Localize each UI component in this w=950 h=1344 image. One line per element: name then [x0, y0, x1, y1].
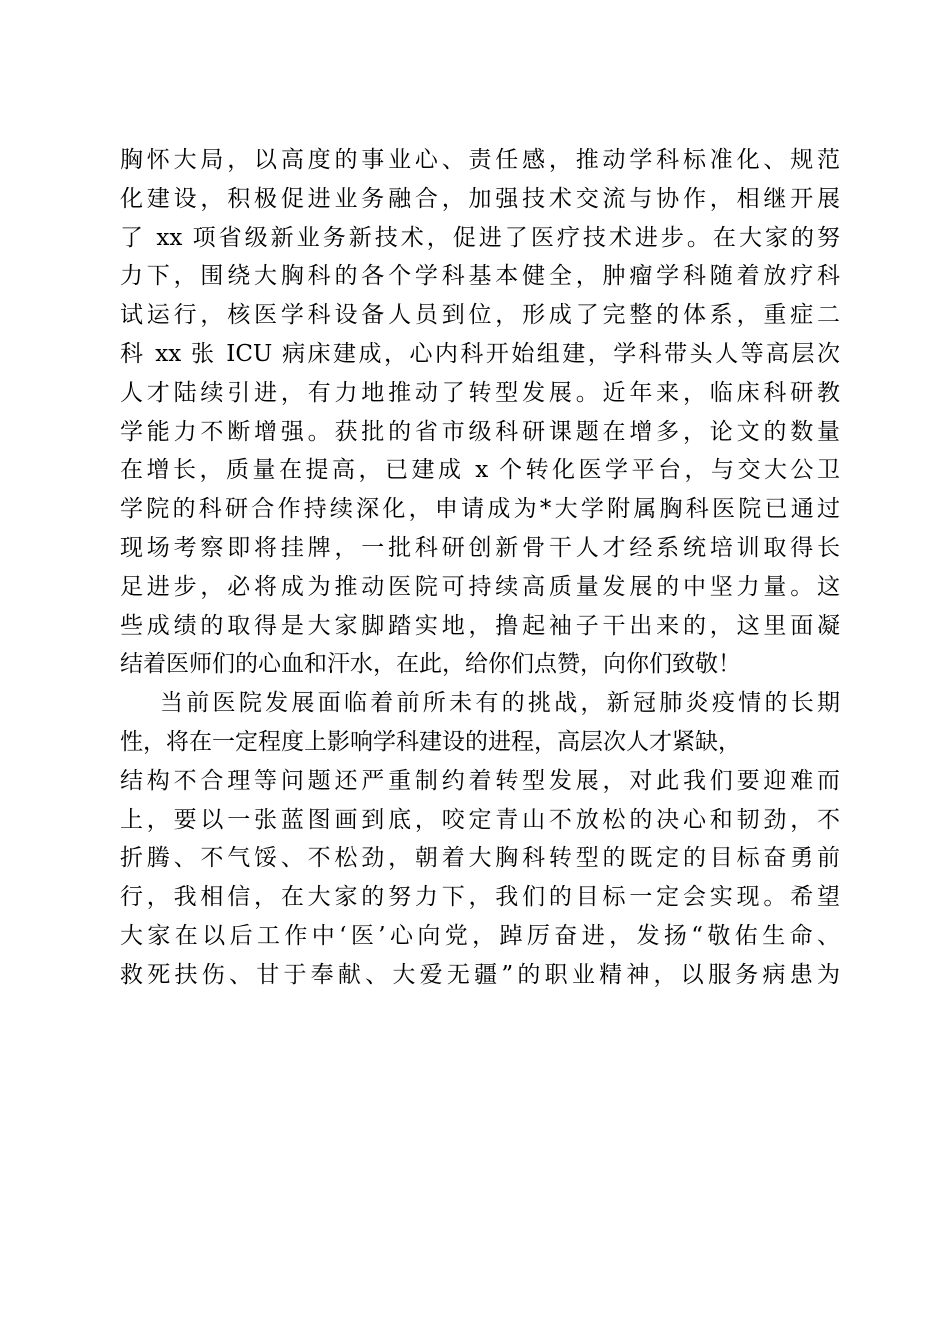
paragraph-line: 人才陆续引进，有力地推动了转型发展。近年来，临床科研教 — [120, 379, 840, 406]
paragraph-line: 力下，围绕大胸科的各个学科基本健全，肿瘤学科随着放疗科 — [120, 263, 840, 290]
paragraph-line: 化建设，积极促进业务融合，加强技术交流与协作，相继开展 — [120, 185, 840, 212]
paragraph-line: 试运行，核医学科设备人员到位，形成了完整的体系，重症二 — [120, 302, 840, 329]
paragraph-line: 足进步，必将成为推动医院可持续高质量发展的中坚力量。这 — [120, 573, 840, 600]
paragraph-line: 上，要以一张蓝图画到底，咬定青山不放松的决心和韧劲，不 — [120, 806, 840, 833]
paragraph-line: 学能力不断增强。获批的省市级科研课题在增多，论文的数量 — [120, 418, 840, 445]
paragraph-line: 些成绩的取得是大家脚踏实地，撸起袖子干出来的，这里面凝 — [120, 612, 840, 639]
paragraph-line: 结着医师们的心血和汗水，在此，给你们点赞，向你们致敬！ — [120, 651, 741, 678]
paragraph-line: 性，将在一定程度上影响学科建设的进程，高层次人才紧缺， — [120, 728, 741, 755]
paragraph-line: 行，我相信，在大家的努力下，我们的目标一定会实现。希望 — [120, 884, 840, 911]
paragraph-line: 现场考察即将挂牌，一批科研创新骨干人才经系统培训取得长 — [120, 534, 840, 561]
paragraph-1 — [120, 141, 840, 684]
paragraph-line: 折腾、不气馁、不松劲，朝着大胸科转型的既定的目标奋勇前 — [120, 845, 840, 872]
paragraph-line: 当前医院发展面临着前所未有的挑战，新冠肺炎疫情的长期 — [160, 690, 840, 717]
paragraph-line: 了 xx 项省级新业务新技术，促进了医疗技术进步。在大家的努 — [120, 224, 840, 251]
paragraph-line: 大家在以后工作中‘医’心向党，踔厉奋进，发扬“敬佑生命、 — [120, 922, 840, 949]
paragraph-line: 救死扶伤、甘于奉献、大爱无疆”的职业精神，以服务病患为 — [120, 961, 840, 988]
paragraph-line: 科 xx 张 ICU 病床建成，心内科开始组建，学科带头人等高层次 — [120, 340, 840, 367]
paragraph-line: 学院的科研合作持续深化，申请成为*大学附属胸科医院已通过 — [120, 496, 840, 523]
paragraph-line: 在增长，质量在提高，已建成 x 个转化医学平台，与交大公卫 — [120, 457, 840, 484]
document-body — [120, 141, 840, 995]
paragraph-2 — [120, 684, 840, 994]
paragraph-line: 胸怀大局，以高度的事业心、责任感，推动学科标准化、规范 — [120, 147, 840, 173]
paragraph-line: 结构不合理等问题还严重制约着转型发展，对此我们要迎难而 — [120, 767, 840, 794]
